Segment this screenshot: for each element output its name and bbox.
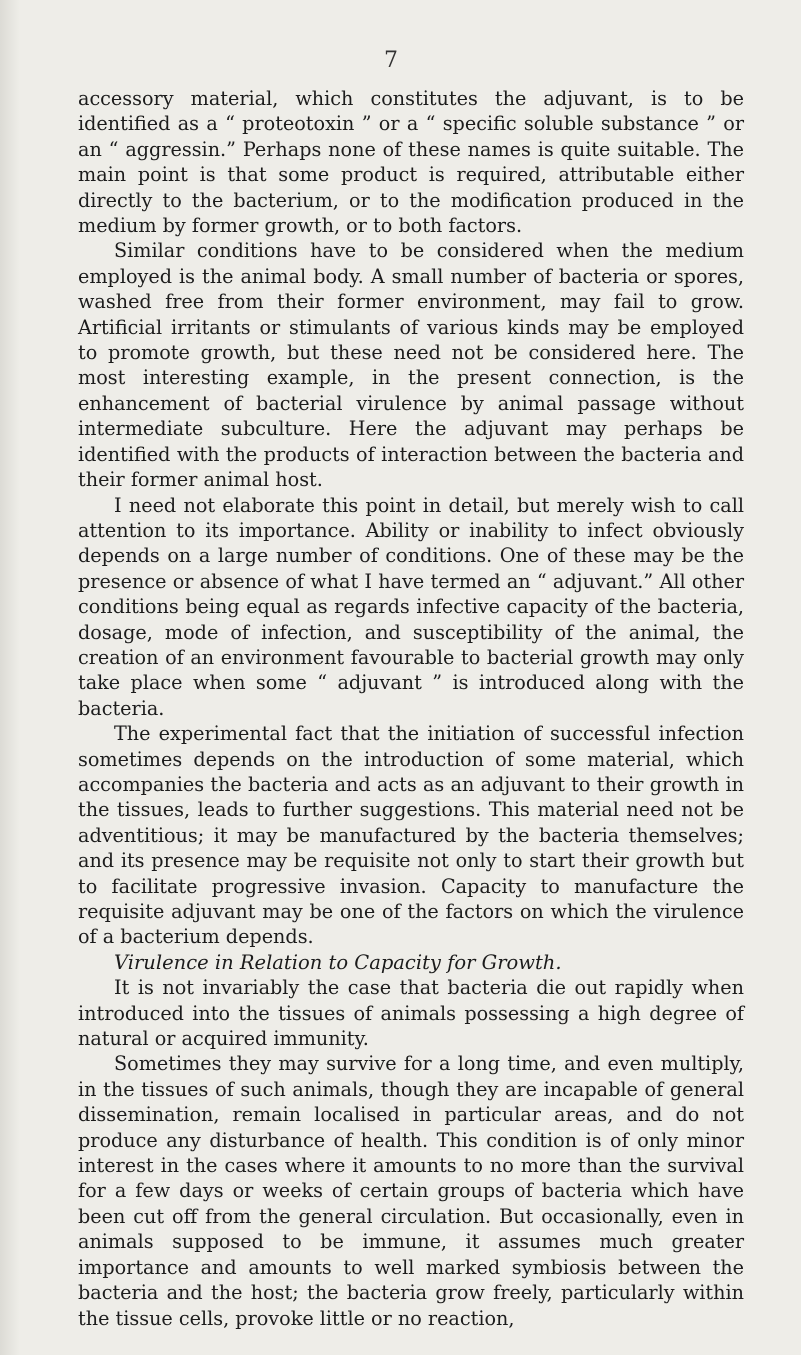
section-paragraph-1: It is not invariably the case that bacteria die out rapidly when introduced into the tissues of animals possessing a high degree of natural or acquired immunity. xyxy=(78,976,744,1051)
page-edge-shadow xyxy=(0,0,20,1355)
paragraph-2: Similar conditions have to be considered when the medium employed is the animal body. A small number of bacteria or spores, washed free from their former environment, may fail to grow. Artificial irritants or stimulants of various kinds may be employed to promote growth, but these need not be considered here. The most interesting example, in the present connection, is the enhancement of bacterial virulence by animal passage without intermediate subculture. Here the adjuvant may perhaps be identified with the products of interaction between the bacteria and their former animal host. xyxy=(78,239,744,492)
body-text xyxy=(78,86,744,1331)
paragraph-3: I need not elaborate this point in detail, but merely wish to call attention to its importance. Ability or inability to infect obviously depends on a large number of conditions. One of these may be the presence or absence of what I have termed an “ adjuvant.” All other conditions being equal as regards infective capacity of the bacteria, dosage, mode of infection, and susceptibility of the animal, the creation of an environment favourable to bacterial growth may only take place when some “ adjuvant ” is introduced along with the bacteria. xyxy=(78,493,744,720)
paragraph-4: The experimental fact that the initiation of successful infection sometimes depends on the introduction of some material, which accompanies the bacteria and acts as an adjuvant to their growth in the tissues, leads to further suggestions. This material need not be adventitious; it may be manufactured by the bacteria themselves; and its presence may be requisite not only to start their growth but to facilitate progressive invasion. Capacity to manufacture the requisite adjuvant may be one of the factors on which the virulence of a bacterium depends. xyxy=(78,722,744,949)
section-heading: Virulence in Relation to Capacity for Growth. xyxy=(114,950,562,974)
section-paragraph-2: Sometimes they may survive for a long time, and even multiply, in the tissues of such animals, though they are incapable of general dissemination, remain localised in particular areas, and do not produce any disturbance of health. This condition is of only minor interest in the cases where it amounts to no more than the survival for a few days or weeks of certain groups of bacteria which have been cut off from the general circulation. But occasionally, even in animals supposed to be immune, it assumes much greater importance and amounts to well marked symbiosis between the bacteria and the host; the bacteria grow freely, particularly within the tissue cells, provoke little or no reaction, xyxy=(78,1052,744,1330)
paragraph-1: accessory material, which constitutes the adjuvant, is to be identified as a “ proteotoxin ” or a “ specific soluble substance ” or an “ aggressin.” Perhaps none of these names is quite suitable. The main point is that some product is required, attributable either directly to the bacterium, or to the modification produced in the medium by former growth, or to both factors. xyxy=(78,87,744,238)
page-number: 7 xyxy=(384,48,398,73)
